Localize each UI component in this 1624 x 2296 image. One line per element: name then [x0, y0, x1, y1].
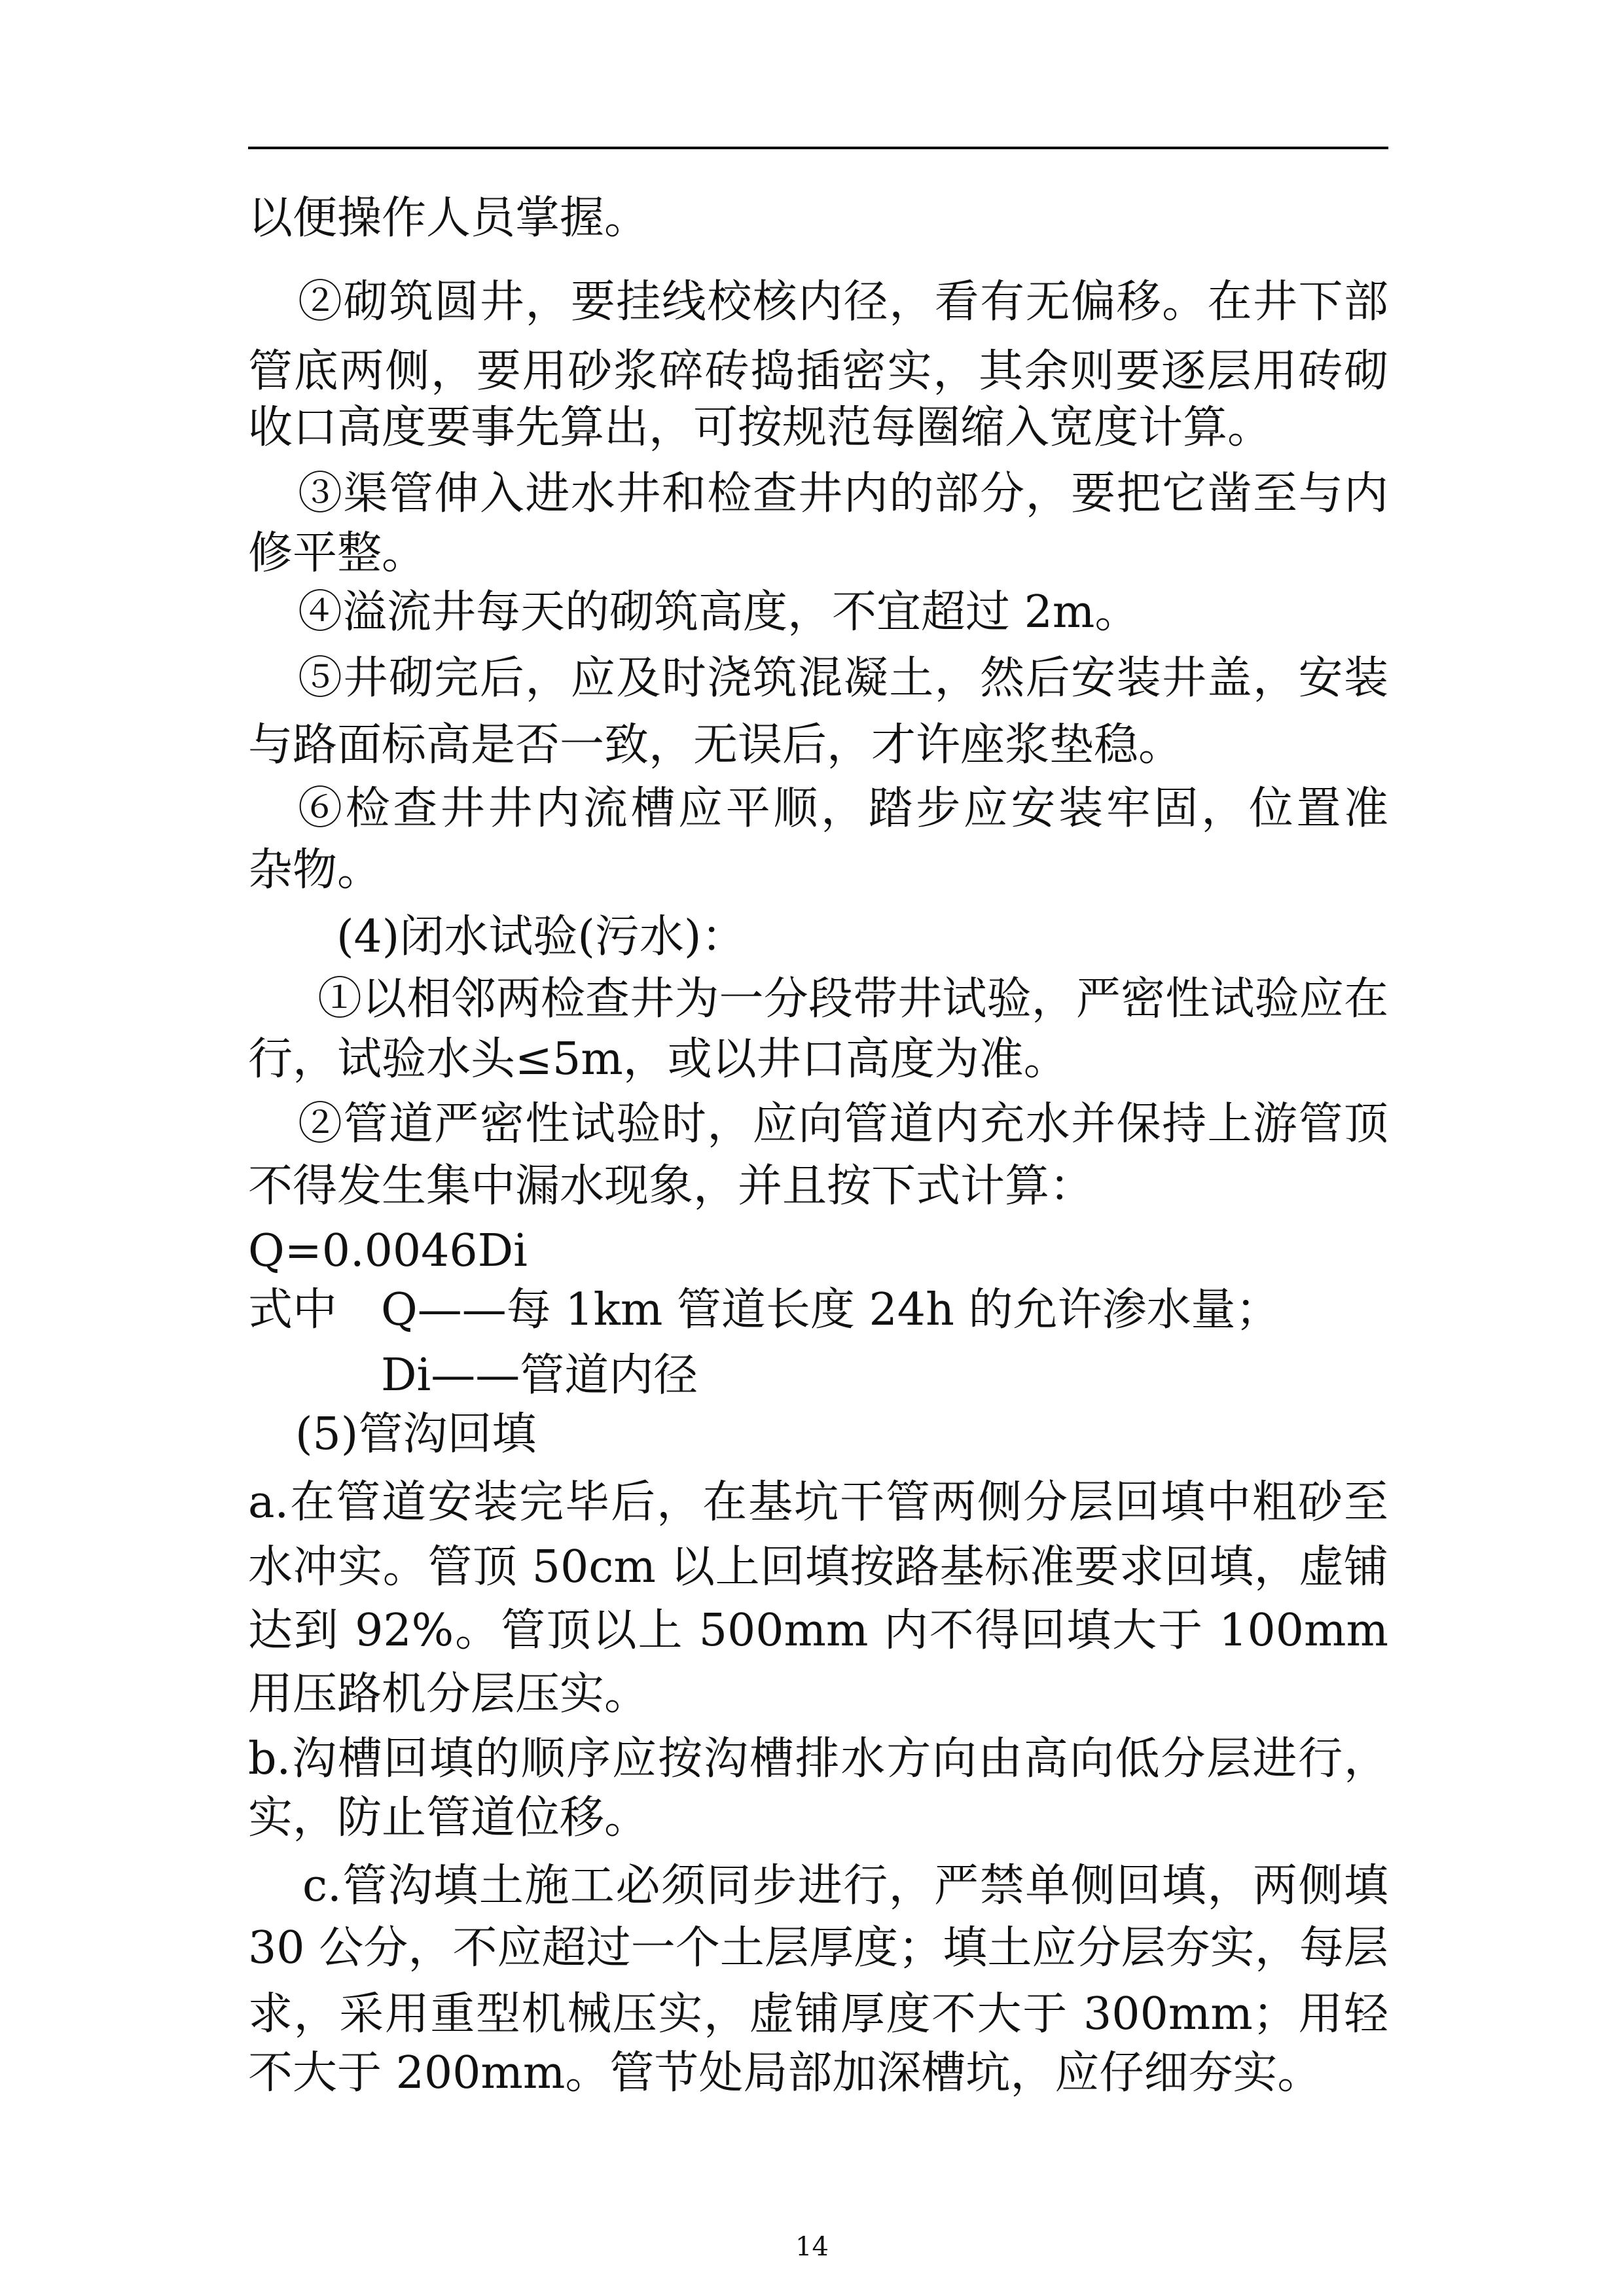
text-line: 达到 92%。管顶以上 500mm 内不得回填大于 100mm — [248, 1605, 1388, 1657]
text-line: 行，试验水头≤5m，或以井口高度为准。 — [248, 1033, 1068, 1085]
text-line: ③渠管伸入进水井和检查井内的部分，要把它凿至与内 — [298, 468, 1388, 520]
text-line: 30 公分，不应超过一个土层厚度；填土应分层夯实，每层 — [248, 1922, 1388, 1974]
text-line: b.沟槽回填的顺序应按沟槽排水方向由高向低分层进行， — [248, 1733, 1388, 1785]
text-line: 实，防止管道位移。 — [248, 1792, 649, 1844]
text-line: 不大于 200mm。管节处局部加深槽坑，应仔细夯实。 — [248, 2047, 1322, 2099]
text-line: ②砌筑圆井，要挂线校核内径，看有无偏移。在井下部 — [298, 276, 1388, 328]
text-line: a.在管道安装完毕后，在基坑干管两侧分层回填中粗砂至 — [248, 1477, 1388, 1528]
text-line: ⑤井砌完后，应及时浇筑混凝土，然后安装井盖，安装 — [298, 653, 1388, 704]
text-line: ⑥检查井井内流槽应平顺，踏步应安装牢固，位置准 — [298, 783, 1388, 834]
text-line: 水冲实。管顶 50cm 以上回填按路基标准要求回填，虚铺 — [248, 1541, 1388, 1593]
header-rule — [248, 147, 1388, 149]
text-line: ①以相邻两检查井为一分段带井试验，严密性试验应在 — [317, 973, 1388, 1025]
text-line: Q=0.0046Di — [248, 1225, 528, 1277]
text-line: 收口高度要事先算出，可按规范每圈缩入宽度计算。 — [248, 402, 1272, 454]
text-line: (4)闭水试验(污水)： — [336, 911, 746, 963]
text-line: (5)管沟回填 — [295, 1408, 537, 1460]
text-line: 求，采用重型机械压实，虚铺厚度不大于 300mm；用轻 — [248, 1988, 1388, 2040]
page-number: 14 — [795, 2232, 829, 2262]
text-line: 管底两侧，要用砂浆碎砖捣插密实，其余则要逐层用砖砌 — [248, 346, 1388, 397]
text-line: 杂物。 — [248, 844, 382, 896]
text-line: 以便操作人员掌握。 — [248, 192, 649, 244]
text-line: Di——管道内径 — [381, 1350, 698, 1401]
text-line: 式中 — [248, 1284, 338, 1336]
text-line: 修平整。 — [248, 528, 427, 579]
text-line: c.管沟填土施工必须同步进行，严禁单侧回填，两侧填 — [302, 1860, 1388, 1912]
text-line: Q——每 1km 管道长度 24h 的允许渗水量； — [381, 1284, 1280, 1336]
text-line: 不得发生集中漏水现象，并且按下式计算： — [248, 1160, 1094, 1212]
text-line: 用压路机分层压实。 — [248, 1668, 649, 1720]
text-line: 与路面标高是否一致，无误后，才许座浆垫稳。 — [248, 719, 1183, 771]
text-line: ②管道严密性试验时，应向管道内充水并保持上游管顶 — [298, 1098, 1388, 1150]
text-line: ④溢流井每天的砌筑高度，不宜超过 2m。 — [298, 586, 1140, 638]
